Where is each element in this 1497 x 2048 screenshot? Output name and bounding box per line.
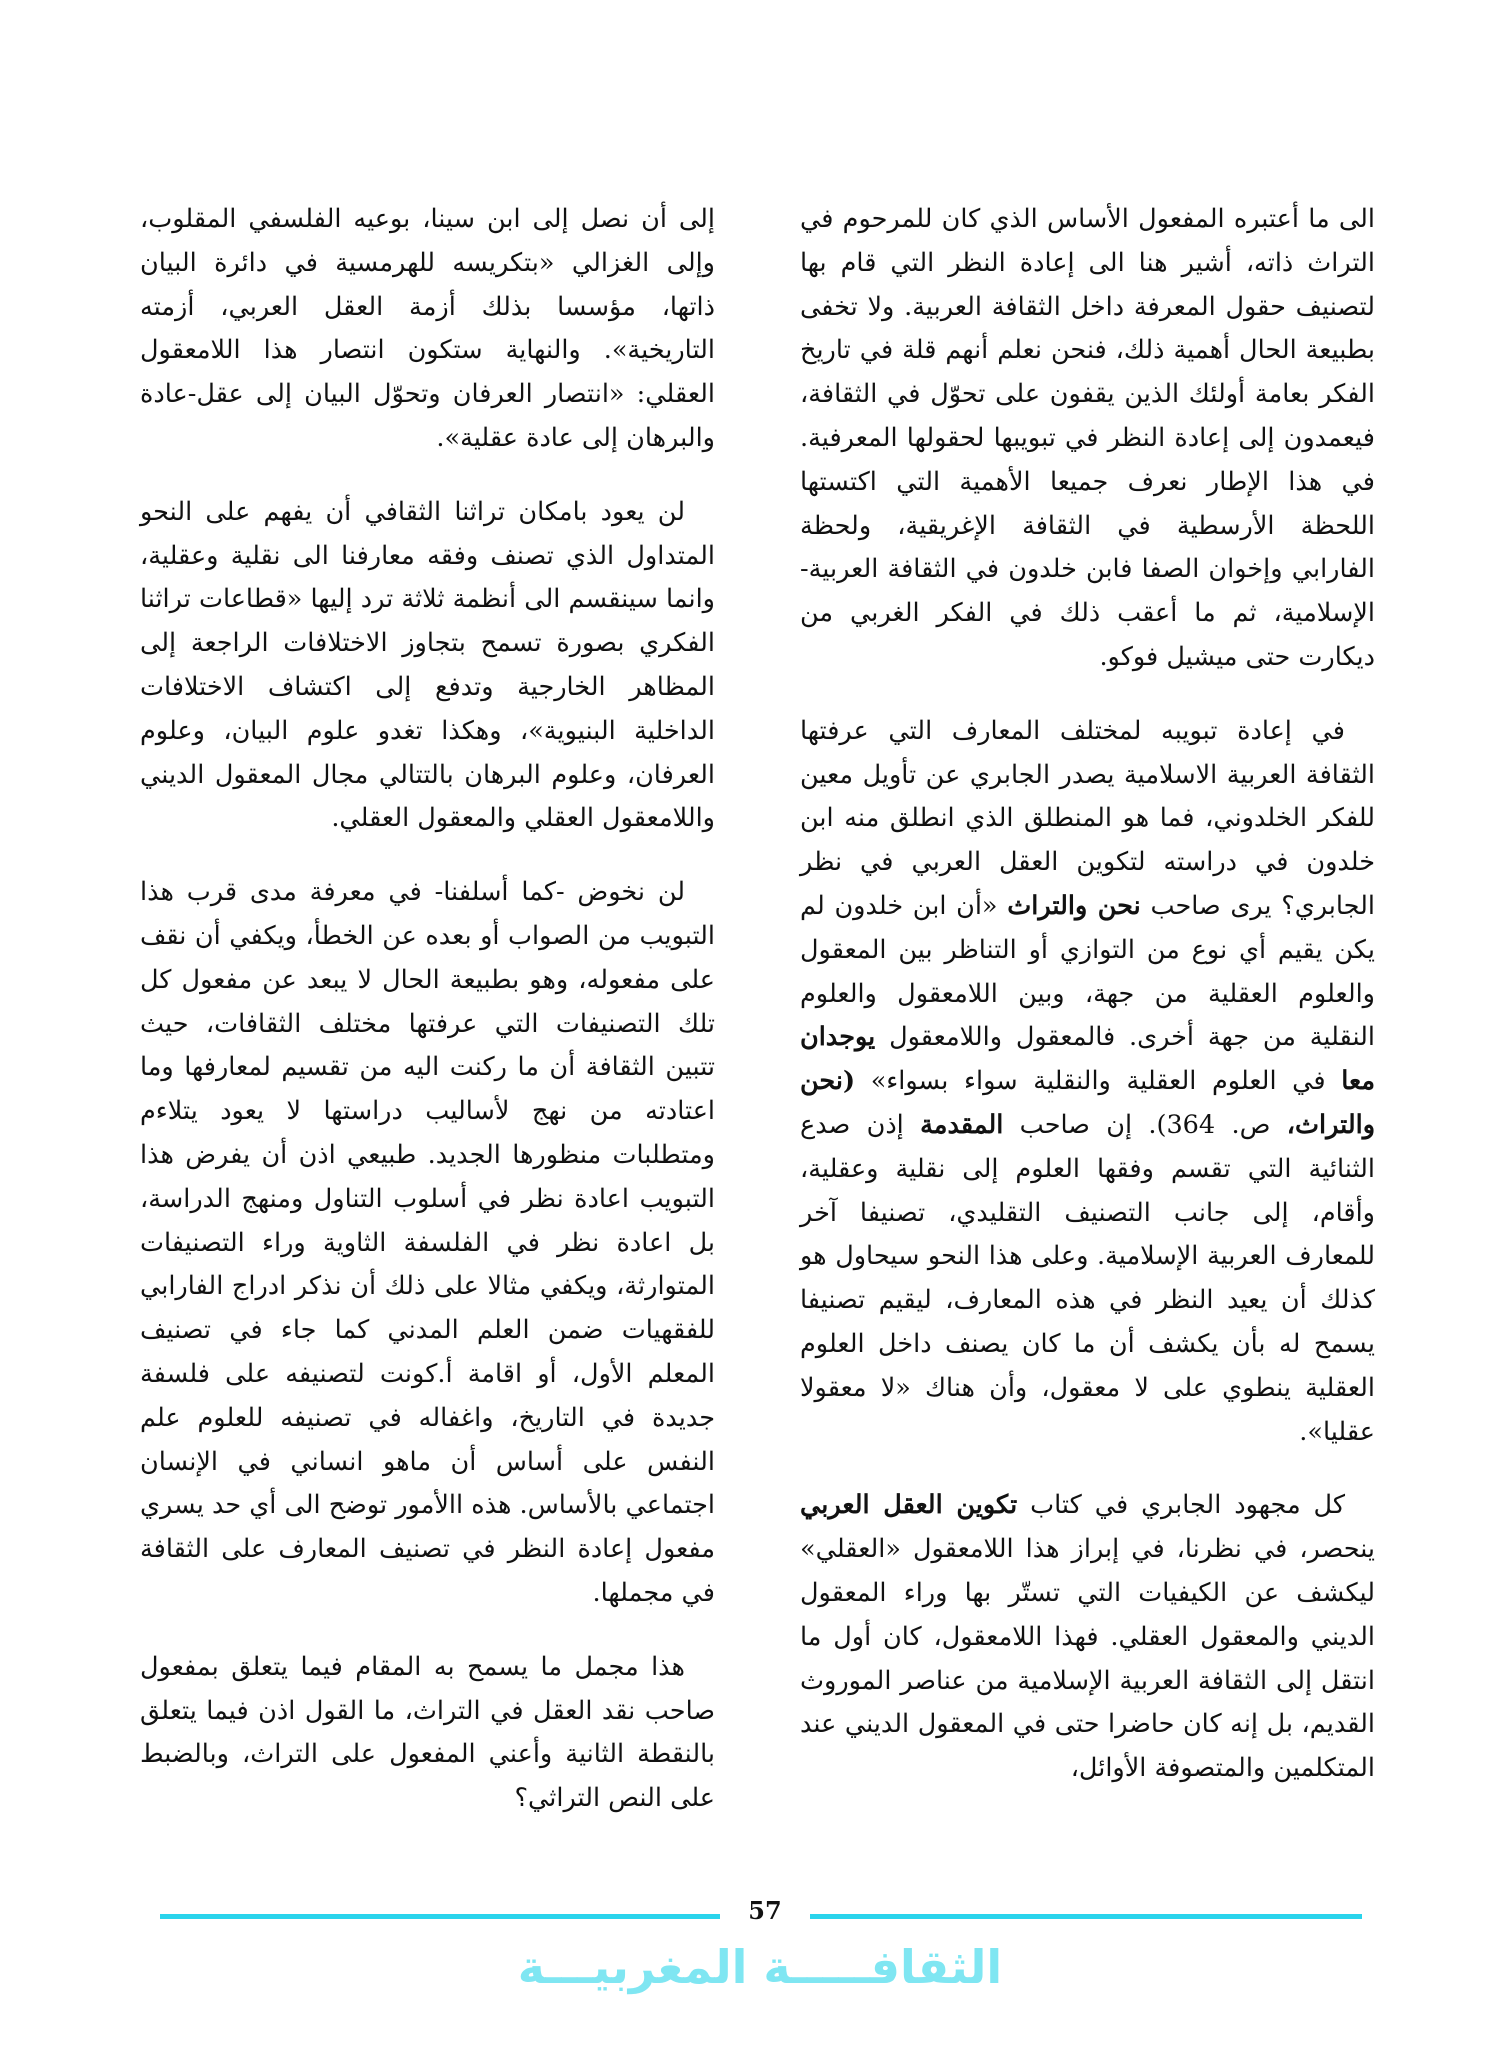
book-title-muqaddima: المقدمة xyxy=(920,1109,1004,1140)
left-paragraph-3: لن نخوض -كما أسلفنا- في معرفة مدى قرب هذا التبويب من الصواب أو بعده عن الخطأ، ويكفي أن نقف على مفعوله، وهو بطبيعة الحال لا يبعد عن مفعول كل تلك التصنيفات التي عرفتها مختلف الثقافات، حيث تتبين الثقافة أن ما ركنت اليه من تقسيم لمعارفها وما اعتادته من نهج لأساليب دراستها لا يعود يتلاءم ومتطلبات منظورها الجديد. طبيعي اذن أن يفرض هذا التبويب اعادة نظر في أسلوب التناول ومنهج الدراسة، بل اعادة نظر في الفلسفة الثاوية وراء التصنيفات المتوارثة، ويكفي مثالا على ذلك أن نذكر ادراج الفارابي للفقهيات ضمن العلم المدني كما جاء في تصنيف المعلم الأول، أو اقامة أ.كونت لتصنيفه على فلسفة جديدة في التاريخ، واغفاله في تصنيفه للعلوم علم النفس على أساس أن ماهو انساني في الإنسان اجتماعي بالأساس. هذه االأمور توضح الى أي حد يسري مفعول إعادة النظر في تصنيف المعارف على الثقافة في مجملها. xyxy=(140,877,715,1608)
p2-text-f: إذن صدع الثنائية التي تقسم وفقها العلوم إلى نقلية وعقلية، وأقام، إلى جانب التصنيف التقليدي، تصنيفا آخر للمعارف العربية الإسلامية. وعلى هذا النحو سيحاول هو كذلك أن يعيد النظر في هذه المعارف، ليقيم تصنيفا يسمح له بأن يكشف أن ما كان يصنف داخل العلوم العقلية ينطوي على لا معقول، وأن هناك «لا معقولا عقليا». xyxy=(800,1109,1375,1447)
p3-text-c: ينحصر، في نظرنا، في إبراز هذا اللامعقول «العقلي» ليكشف عن الكيفيات التي تستّر بها وراء المعقول الديني والمعقول العقلي. فهذا اللامعقول، كان أول ما انتقل إلى الثقافة العربية الإسلامية من عناصر الموروث القديم، بل إنه كان حاضرا حتى في المعقول الديني عند المتكلمين والمتصوفة الأوائل، xyxy=(800,1534,1375,1784)
book-title-nahnu-wal-turath: نحن والتراث xyxy=(1007,890,1141,921)
p2-text-e: ص. 364). إن صاحب xyxy=(1019,1109,1271,1140)
page-number: 57 xyxy=(748,1896,782,1925)
footer-rule-left xyxy=(160,1914,720,1919)
magazine-title: الثقافـــــة المغربيـــة xyxy=(517,1940,1003,1994)
right-paragraph-3 xyxy=(800,1484,1375,1791)
book-title-takwin: تكوين العقل العربي xyxy=(800,1490,1018,1521)
left-paragraph-4: هذا مجمل ما يسمح به المقام فيما يتعلق بمفعول صاحب نقد العقل في التراث، ما القول اذن فيما يتعلق بالنقطة الثانية وأعني المفعول على التراث، وبالضبط على النص التراثي؟ xyxy=(140,1651,715,1814)
p2-text-a: في إعادة تبويبه لمختلف المعارف التي عرفتها الثقافة العربية الاسلامية يصدر الجابري عن تأويل معين للفكر الخلدوني، فما هو المنطلق الذي انطلق منه ابن خلدون في دراسته لتكوين العقل العربي في نظر الجابري؟ يرى صاحب xyxy=(800,715,1375,921)
p2-text-c: «أن ابن خلدون لم يكن يقيم أي نوع من التوازي أو التناظر بين المعقول والعلوم العقلية من جهة، وبين اللامعقول والعلوم النقلية من جهة أخرى. فالمعقول واللامعقول xyxy=(800,890,1375,1053)
bold-phrase-yujadan: يوجدان معا xyxy=(800,1022,1375,1097)
footer-rule-right xyxy=(810,1914,1362,1919)
p3-text-a: كل مجهود الجابري في كتاب xyxy=(1030,1490,1346,1521)
citation-title: (نحن والتراث، xyxy=(800,1066,1376,1140)
right-paragraph-2 xyxy=(800,710,1375,1455)
right-paragraph-1: الى ما أعتبره المفعول الأساس الذي كان للمرحوم في التراث ذاته، أشير هنا الى إعادة النظر التي قام بها لتصنيف حقول المعرفة داخل الثقافة العربية. ولا تخفى بطبيعة الحال أهمية ذلك، فنحن نعلم أنهم قلة في تاريخ الفكر بعامة أولئك الذين يقفون على تحوّل في الثقافة، فيعمدون إلى إعادة النظر في تبويبها لحقولها المعرفية. في هذا الإطار نعرف جميعا الأهمية التي اكتستها اللحظة الأرسطية في الثقافة الإغريقية، ولحظة الفارابي وإخوان الصفا فابن خلدون في الثقافة العربية-الإسلامية، ثم ما أعقب ذلك في الفكر الغربي من ديكارت حتى ميشيل فوكو. xyxy=(800,204,1375,672)
right-column xyxy=(800,198,1375,1821)
left-paragraph-2: لن يعود بامكان تراثنا الثقافي أن يفهم على النحو المتداول الذي تصنف وفقه معارفنا الى نقلية وعقلية، وانما سينقسم الى أنظمة ثلاثة ترد إليها «قطاعات تراثنا الفكري بصورة تسمح بتجاوز الاختلافات الراجعة إلى المظاهر الخارجية وتدفع إلى اكتشاف الاختلافات الداخلية البنيوية»، وهكذا تغدو علوم البيان، وعلوم العرفان، وعلوم البرهان بالتتالي مجال المعقول الديني واللامعقول العقلي والمعقول العقلي. xyxy=(140,496,715,834)
left-paragraph-1: إلى أن نصل إلى ابن سينا، بوعيه الفلسفي المقلوب، وإلى الغزالي «بتكريسه للهرمسية في دائرة البيان ذاتها، مؤسسا بذلك أزمة العقل العربي، أزمته التاريخية». والنهاية ستكون انتصار هذا اللامعقول العقلي: «انتصار العرفان وتحوّل البيان إلى عقل-عادة والبرهان إلى عادة عقلية». xyxy=(140,204,715,453)
p2-text-d: في العلوم العقلية والنقلية سواء بسواء» xyxy=(870,1066,1326,1097)
left-column xyxy=(140,198,715,1851)
